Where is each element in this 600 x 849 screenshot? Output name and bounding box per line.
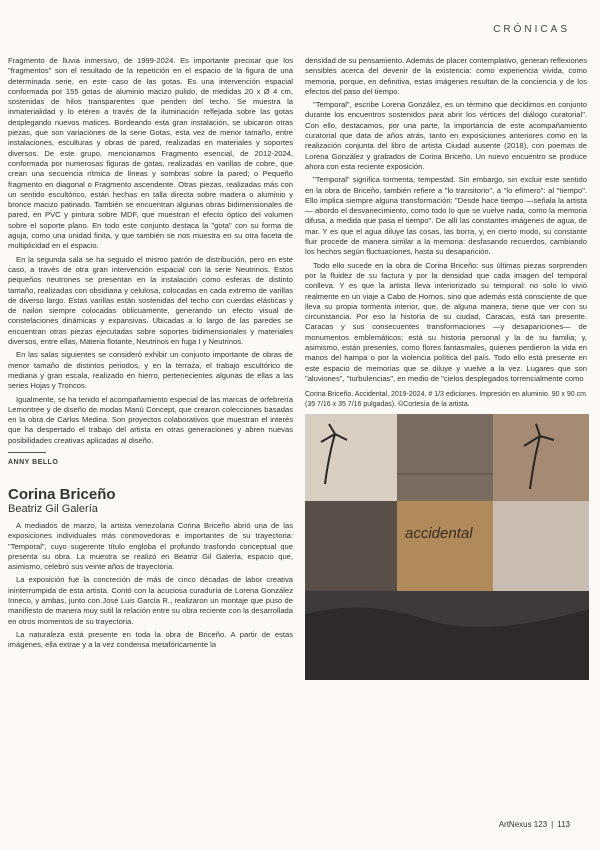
page-footer — [499, 820, 570, 829]
artwork-word: accidental — [405, 524, 473, 542]
section-header: CRÓNICAS — [493, 24, 570, 35]
paragraph: Igualmente, se ha tenido el acompañamiento especial de las marcas de orfebrería Lemontree y de diseño de modas Manú Concept, que crearon colecciones basadas en la obra de Carlos Medina. Son proyectos colaborativos que muestran el interés que ha despertado el trabajo del artista en otras generaciones y abren nuevas posibilidades creativas aplicadas al diseño. — [8, 394, 293, 445]
tile-horizon-left — [305, 501, 397, 591]
paragraph: "Temporal", escribe Lorena González, es un término que decidimos en conjunto durante los encuentros sostenidos para abrir los vértices del diálogo curatorial". Con ello, destacamos, por una parte, la importancia de este acompañamiento curatorial que data de años atrás, tanto en exposiciones anteriores como en la realización conjunta del libro de artista Ciudad ausente (2018), con poemas de Lorena González y grabados de Corina Briceño. Un nuevo encuentro se produce ahora con esta reciente exposición. — [305, 100, 587, 171]
paragraph: En las salas siguientes se consideró exhibir un conjunto importante de obras de menor tamaño de distintos periodos, y en la terraza, el trabajo escultórico de mediana y gran escala, realizado en hierro, pertenecientes algunas de ellas a las series Hojas y Troncos. — [8, 350, 293, 391]
tile-sky-left — [305, 414, 397, 501]
paragraph: Fragmento de lluvia inmersivo, de 1999-2024. Es importante precisar que los "fragmentos" son el resultado de la repetición en el espacio de la figura de una determinada serie, en este caso de las gotas. Es una intervención espacial conformada por 155 gotas de aluminio macizo pulido, de medidas 20 x Ø 4 cm, sostenidas de hilos transparentes que penden del techo. Se muestra la inmaterialidad y lo etéreo a través de la iluminación reflejada sobre las gotas desplegando nuevos matices. Bordeando esta gran instalación, se ubicaron otras piezas, que son variaciones de la serie Gotas, esta vez de menor tamaño, entre instalaciones, esculturas y obras de pared, realizadas en materiales y soportes diversos. De este grupo, mencionamos Fragmento esencial, de 2012-2024, conformada por numerosas figuras de gotas, realizadas en varillas de cobre, que crean una secuencia rítmica de líneas y sombras sobre la pared; o Pequeño fragmento en diagonal o Fragmento ascendente. Otras piezas, realizadas más con un sentido escultórico, están hechas en talla directa sobre madera o aluminio y bronce macizo patinado. También se encuentran algunas obras bidimensionales de pared, en PVC y pintura sobre MDF, que muestran el efecto óptico del volumen sobre el soporte plano. En todo este conjunto destaca la "gota" con su forma de aguja, como una unidad finita, y que también se nos muestra en su otra faceta de multiplicidad en el espacio. — [8, 56, 293, 251]
image-caption: Corina Briceño. Accidental, 2019-2024. # 1/3 ediciones. Impresión en aluminio. 90 x 90 cm (35 7/16 x 35 7/16 pulgadas). ©Cortesía de la artista. — [305, 391, 586, 408]
tile-sea-center — [397, 414, 493, 501]
paragraph: A mediados de marzo, la artista venezolana Corina Briceño abrió una de las exposiciones individuales más conmovedoras e importantes de su trayectoria: "Temporal", cuyo sugerente título engloba el profundo trasfondo conceptual que presenta su obra. La muestra se realizó en Beatriz Gil Galería, espacio que, asimismo, celebró sus veinte años de trayectoria. — [8, 520, 293, 572]
paragraph: Todo ello sucede en la obra de Corina Briceño: sus últimas piezas sorprenden por la fluidez de su factura y por la densidad que cada imagen del temporal conlleva. Y es que la artista lleva interiorizado su temporal: no solo lo vivió realmente en un viaje a Cabo de Hornos, sino que además está consciente de que lleva su propia tormenta interior, que, de alguna manera, tiene que ver con su circunstancia. Por eso la historia de su ciudad, Caracas, está tan presente. Caracas y sus consecuentes transformaciones —y desapariciones— de monumentos emblemáticos; está su historia personal y la de su familia; y, asimismo, están presentes, como flores fantasmales, quienes perdieron la vida en manos del hampa o por la violencia política del país. Todo ello está presente en este espacio de memorias que se diluye y vuelve a la vez. Lugares que son "aluviones", "turbulencias", en medio de "cielos desplegados torrencialmente como — [305, 260, 587, 383]
magazine-name: ArtNexus 123 — [498, 820, 548, 829]
tile-palm-right — [493, 414, 589, 501]
paragraph: La naturaleza está presente en toda la obra de Briceño. A partir de estas imágenes, ella extrae y a la vez condensa metafóricamente la — [8, 629, 293, 650]
artwork-image — [305, 414, 589, 680]
paragraph: "Temporal" significa tormenta, tempestad. Sin embargo, sin excluir este sentido en la obra de Briceño, también refiere a "lo transitorio", a "lo efímero": al "tiempo". Ello implica siempre alguna transformación: "Desde hace tiempo —señala la artista— abordo el desvanecimiento, como todo lo que se vuelve nada, como la memoria difusa, a medida que pasa el tiempo". De allí las constantes imágenes de agua, de mar. Y es que el agua diluye las cosas, las borra, y, en cierto modo, su constante fluir procede de manera similar a la memoria: desfasando recuerdos, cambiando los hechos según fluctuaciones, hasta su desaparición. — [305, 175, 587, 257]
paragraph: densidad de su pensamiento. Además de placer contemplativo, generan reflexiones sensibles acerca del devenir de la existencia: como experiencia vivida, como memoria, porque, en definitiva, estas imágenes resultan de la conciencia y de los efectos del paso del tiempo. — [305, 56, 587, 96]
article-title: Corina Briceño — [8, 485, 116, 503]
divider — [8, 452, 46, 453]
byline: ANNY BELLO — [8, 458, 59, 466]
paragraph: En la segunda sala se ha seguido el mismo patrón de distribución, pero en este caso, a través de otra gran intervención espacial con la serie Neutrinos. Estos pequeños neutrones se presentan en la instalación como esferas de distinto tamaño, realizadas con obsidiana y celulosa, colocadas en cada extremo de varillas de diverso largo. Estas varillas están sostenidas del techo con cuerdas elásticas y de nailon siempre colocadas oblicuamente, generando un efecto visual de constelaciones dinámicas y expansivas. Ubicadas a lo largo de las paredes se encuentran otras piezas ejecutadas sobre soportes bidimensionales y materiales diversos, entre ellas, Materia flotante, Neutrinos en fuga I y Neutrinos. — [8, 254, 293, 347]
page-number: 113 — [557, 820, 570, 829]
artwork-title-block — [397, 501, 493, 591]
paragraph: La exposición fue la concreción de más de cinco décadas de labor creativa ininterrumpida de esta artista. Contó con la acuciosa curaduría de Lorena González Inneco, y ambas, junto con José Luis García R., realizaron un montaje que puso de manifiesto de manera muy sutil la relación entre su obra reciente con la desarrollada en otros momentos de su trayectoria. — [8, 575, 293, 626]
tile-water-right — [493, 501, 589, 591]
left-column — [8, 56, 293, 654]
right-column — [305, 56, 587, 680]
article-author: Beatriz Gil Galería — [8, 502, 98, 515]
footer-separator: | — [551, 820, 554, 829]
